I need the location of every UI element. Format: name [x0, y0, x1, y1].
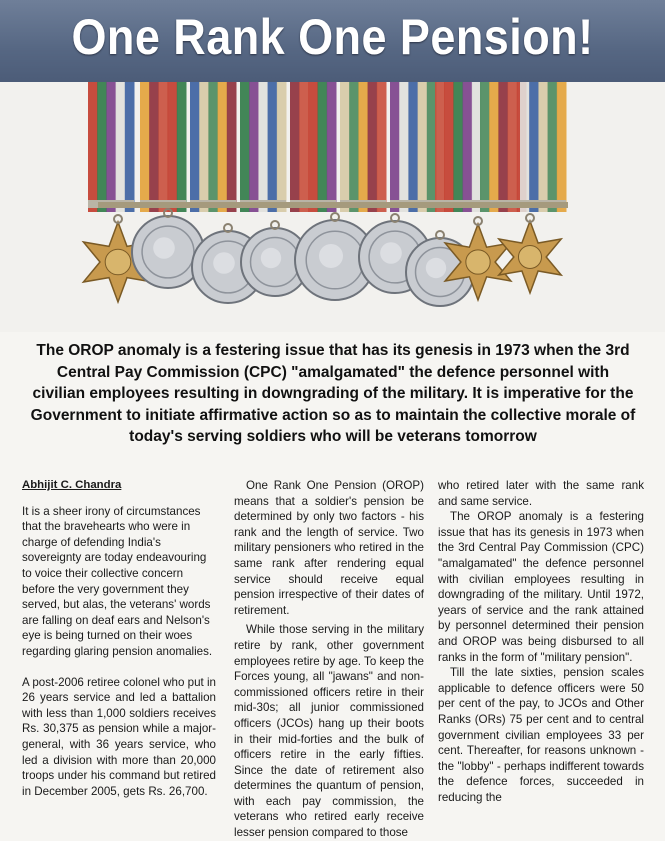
ribbon-stripe [240, 82, 250, 212]
ribbon-stripe [390, 82, 400, 212]
ribbon-stripe [358, 82, 368, 212]
headline-banner [0, 0, 665, 82]
ribbon-stripe [463, 82, 473, 212]
ribbon-stripe [106, 82, 116, 212]
ribbon-stripe [349, 82, 359, 212]
column-1-paragraph-1: It is a sheer irony of circumstances that the bravehearts who were in charge of defending India's sovereignty are today endeavouring to voice their collective concern before the very government they served, but alas, the veterans' words are falling on deaf ears and Nelson's eye is being turned on their woes regarding glaring pension anomalies. [22, 504, 213, 658]
ribbon-stripe [158, 82, 168, 212]
column-1-paragraph-2: A post-2006 retiree colonel who put in 26 years service and led a battalion with less than 1,000 soldiers receives Rs. 30,375 as pension while a major-general, with 36 years service, who led a division with more than 20,000 troops under his command but retired in December 2005, gets Rs. 26,700. [22, 675, 216, 798]
ribbon-stripe [208, 82, 218, 212]
ribbon-stripe [258, 82, 268, 212]
star-medal-centre [518, 245, 541, 268]
ribbon-stripe [116, 82, 126, 212]
ribbon-stripe [508, 82, 518, 212]
ribbon-stripe [368, 82, 378, 212]
silver-medal-highlight [153, 237, 175, 259]
ribbon-stripe [190, 82, 200, 212]
ribbon-stripe [538, 82, 548, 212]
ribbon-stripe [480, 82, 490, 212]
ribbon-stripe [249, 82, 259, 212]
ribbon-stripe [290, 82, 300, 212]
ribbon-stripe [177, 82, 187, 212]
ribbon-stripe [453, 82, 463, 212]
column-3 [438, 478, 644, 805]
column-2 [234, 478, 424, 841]
ribbon-stripe [125, 82, 135, 212]
ribbon-stripe [199, 82, 209, 212]
silver-medal-highlight [261, 248, 281, 268]
suspension-bar [98, 202, 568, 208]
ribbon-stripe [520, 82, 530, 212]
silver-medal-highlight [319, 244, 343, 268]
ribbon-stripe [218, 82, 228, 212]
star-medal-centre [466, 250, 490, 274]
ribbon-stripe [168, 82, 178, 212]
column-2-paragraph-1: One Rank One Pension (OROP) means that a soldier's pension be determined by only two factors - his rank and the length of service. Two military pensioners who retired in the same rank after rendering equal service should receive equal pension irrespective of their dates of retirement. [234, 479, 424, 617]
ribbon-stripe [418, 82, 428, 212]
medals-photo [0, 82, 665, 332]
ribbon-stripe [277, 82, 287, 212]
ribbon-stripe [498, 82, 508, 212]
ribbon-stripe [268, 82, 278, 212]
ribbon-stripe [140, 82, 150, 212]
star-medal-centre [105, 249, 131, 275]
byline: Abhijit C. Chandra [22, 479, 122, 491]
medals-illustration [0, 82, 665, 332]
silver-medal-highlight [426, 258, 446, 278]
ribbon-stripe [529, 82, 539, 212]
column-1 [22, 478, 216, 799]
ribbon-stripe [340, 82, 350, 212]
ribbon-stripe [557, 82, 567, 212]
ribbon-stripe [444, 82, 454, 212]
column-3-paragraph-3: Till the late sixties, pension scales applicable to defence officers were 50 per cent of the pay, to JCOs and Other Ranks (ORs) 75 per cent and to central government civilian employees 33 per cent. Thereafter, for reasons unknown - the "lobby" - perhaps indifferent towards the defence forces, succeeded in reducing the [438, 666, 644, 804]
ribbon-stripe [227, 82, 237, 212]
silver-medal-highlight [380, 242, 402, 264]
column-3-paragraph-1: who retired later with the same rank and same service. [438, 479, 644, 508]
silver-medal-highlight [213, 252, 235, 274]
ribbon-stripe [327, 82, 337, 212]
ribbon-stripe [548, 82, 558, 212]
ribbon-stripe [149, 82, 159, 212]
ribbon-stripe [377, 82, 387, 212]
headline: One Rank One Pension! [71, 9, 594, 65]
ribbon-stripe [97, 82, 107, 212]
ribbon-stripe [489, 82, 499, 212]
lead-paragraph: The OROP anomaly is a festering issue that has its genesis in 1973 when the 3rd Central Pay Commission (CPC) "amalgamated" the defence personnel with civilian employees resulting in downgrading of the military. It is imperative for the Government to initiate affirmative action so as to maintain the collective morale of today's serving soldiers who will be veterans tomorrow [30, 342, 636, 445]
ribbon-stripe [299, 82, 309, 212]
ribbon-stripe [318, 82, 328, 212]
ribbon-stripe [408, 82, 418, 212]
ribbon-stripe [308, 82, 318, 212]
ribbon-stripe [399, 82, 409, 212]
column-3-paragraph-2: The OROP anomaly is a festering issue that has its genesis in 1973 when the 3rd Central Pay Commission (CPC) "amalgamated" the defence personnel with civilian employees resulting in downgrading of the military. Until 1972, years of service and the rank attained by personnel determined their pension and OROP was being disbursed to all ranks in the form of "military pension". [438, 510, 644, 664]
ribbon-stripe [88, 82, 98, 212]
column-2-paragraph-2: While those serving in the military retire by rank, other government employees retire by age. To keep the Forces young, all "jawans" and non-commissioned officers retire in their mid-30s; all junior commissioned officers (JCOs) hang up their boots in their mid-forties and the bulk of officers retire in the early fifties. Since the date of retirement also determines the quantum of pension, with each pay commission, the veterans who retired early receive lesser pension compared to those [234, 623, 424, 840]
ribbon-stripe [435, 82, 445, 212]
